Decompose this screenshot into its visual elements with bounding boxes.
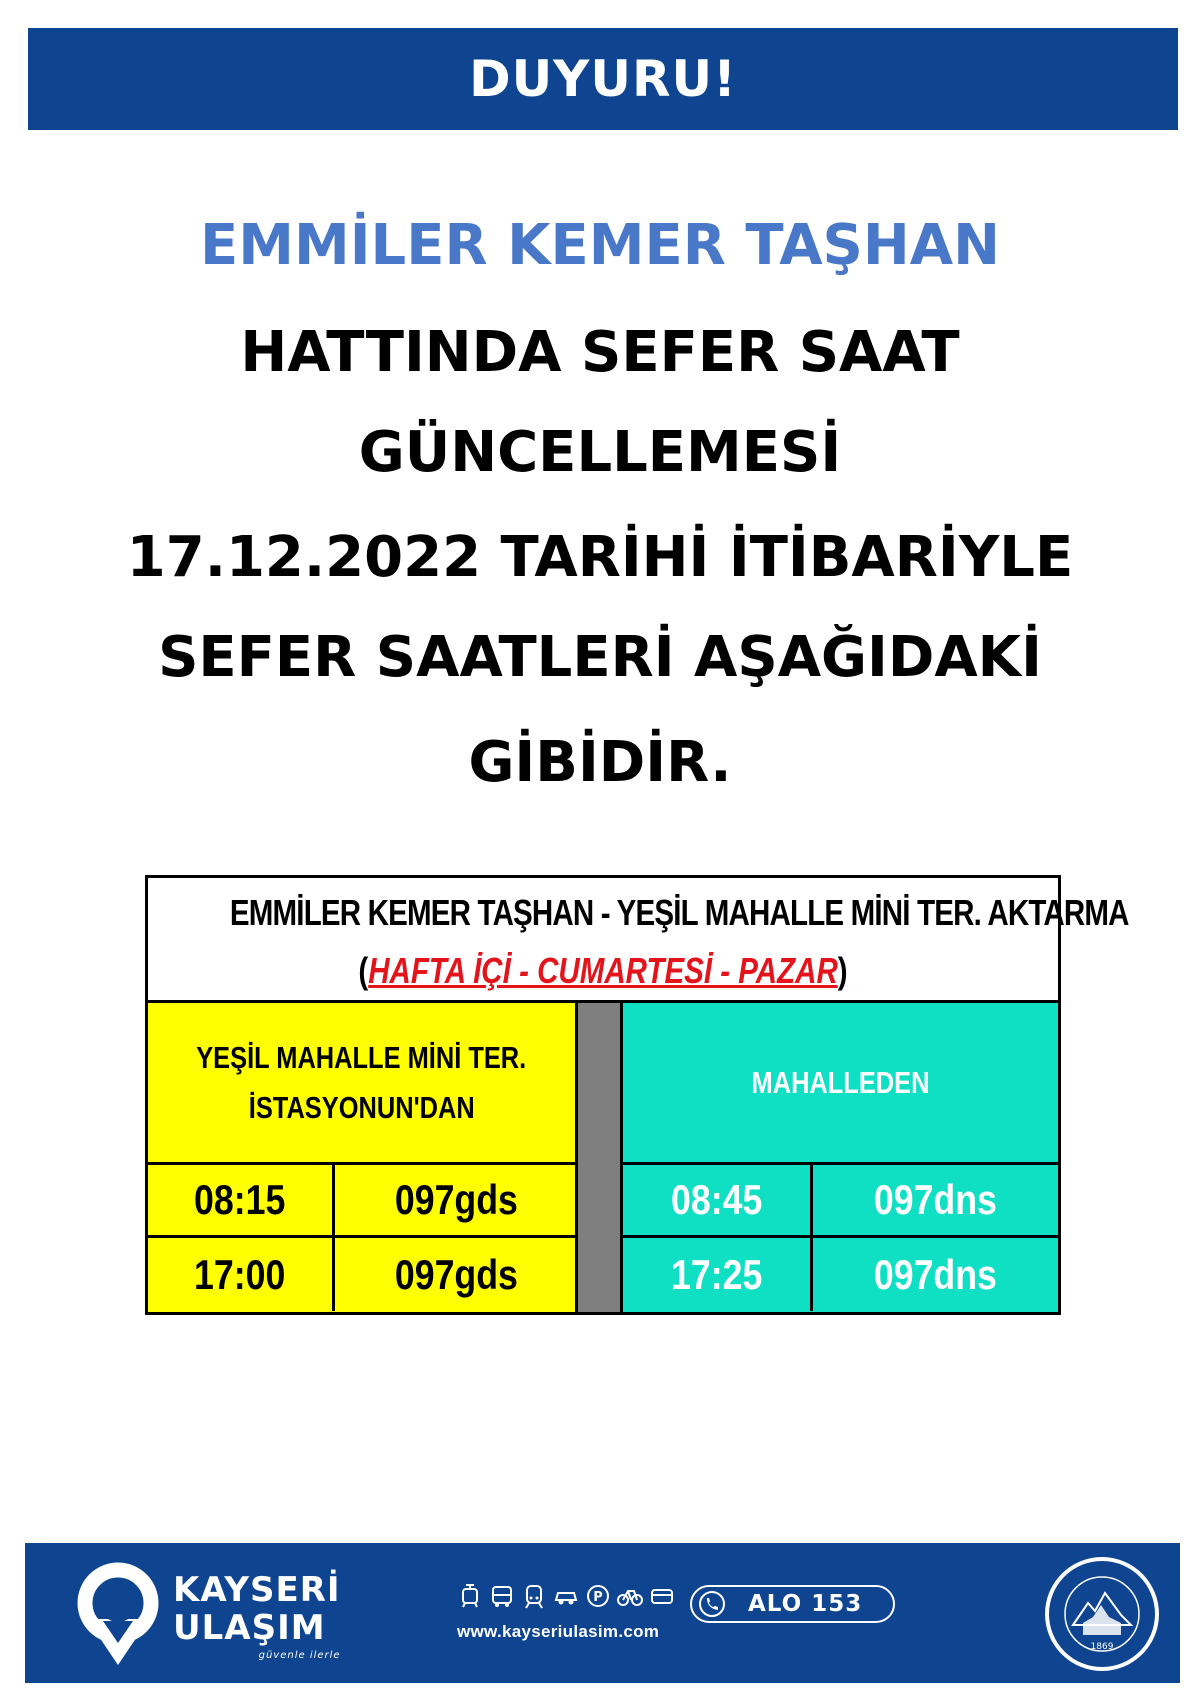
neighborhood-heading: MAHALLEDEN xyxy=(751,1064,930,1100)
headline-line-3: 17.12.2022 TARİHİ İTİBARİYLE xyxy=(126,525,1074,590)
footer-bar xyxy=(25,1543,1180,1683)
transport-icons xyxy=(457,1583,675,1609)
brand-line-1: KAYSERİ xyxy=(173,1570,341,1610)
schedule-table xyxy=(145,875,1129,1315)
departures-from-station-column xyxy=(148,1003,578,1312)
days-close-paren: ) xyxy=(837,950,848,991)
website-link[interactable]: www.kayseriulasim.com xyxy=(457,1622,660,1641)
headline-line-1: HATTINDA SEFER SAAT xyxy=(240,320,960,385)
trip-code: 097gds xyxy=(394,1176,519,1223)
announcement-banner xyxy=(28,28,1178,130)
bus-icon xyxy=(489,1583,515,1609)
headline-line-4: SEFER SAATLERİ AŞAĞIDAKİ xyxy=(158,625,1042,690)
hotline-number: ALO 153 xyxy=(748,1591,863,1617)
route-name: EMMİLER KEMER TAŞHAN xyxy=(200,213,1000,278)
table-row xyxy=(148,1238,575,1311)
train-icon xyxy=(521,1583,547,1609)
trip-code: 097dns xyxy=(873,1176,998,1223)
station-column-heading xyxy=(148,1003,575,1165)
brand-tagline: güvenle ilerle xyxy=(258,1650,341,1661)
departure-time: 08:15 xyxy=(148,1165,335,1235)
departures-from-neighborhood-column xyxy=(623,1003,1058,1312)
table-row xyxy=(148,1165,575,1238)
departure-time: 17:00 xyxy=(148,1238,335,1311)
schedule-title: EMMİLER KEMER TAŞHAN - YEŞİL MAHALLE MİNİ TER. AKTARMA xyxy=(229,892,1129,933)
location-pin-logo-icon xyxy=(73,1561,163,1671)
days-open-paren: ( xyxy=(358,950,369,991)
neighborhood-column-heading xyxy=(623,1003,1058,1165)
trip-code: 097gds xyxy=(394,1250,519,1298)
banner-title: DUYURU! xyxy=(469,50,737,108)
station-heading-line-2: İSTASYONUN'DAN xyxy=(248,1089,475,1125)
card-icon xyxy=(649,1583,675,1609)
municipality-seal-icon xyxy=(1043,1555,1161,1673)
phone-icon xyxy=(698,1590,726,1618)
station-heading-line-1: YEŞİL MAHALLE MİNİ TER. xyxy=(196,1039,527,1075)
trip-code: 097dns xyxy=(873,1250,998,1298)
column-divider xyxy=(578,1003,623,1312)
seal-year: 1869 xyxy=(1090,1642,1114,1652)
schedule-days xyxy=(230,950,976,992)
table-row xyxy=(623,1238,1058,1311)
svg-text:P: P xyxy=(593,1590,603,1605)
headline-line-5: GİBİDİR. xyxy=(468,730,732,795)
brand-line-2: ULAŞIM xyxy=(173,1608,326,1648)
schedule-days-text: HAFTA İÇİ - CUMARTESİ - PAZAR xyxy=(368,950,838,991)
departure-time: 08:45 xyxy=(623,1165,813,1235)
departure-time: 17:25 xyxy=(623,1238,813,1311)
schedule-header xyxy=(148,878,1129,1003)
headline-line-2: GÜNCELLEMESİ xyxy=(358,420,842,485)
bicycle-icon xyxy=(617,1583,643,1609)
table-row xyxy=(623,1165,1058,1238)
hotline-badge xyxy=(690,1585,895,1623)
parking-icon xyxy=(585,1583,611,1609)
car-icon xyxy=(553,1583,579,1609)
brand-logo-text xyxy=(173,1570,341,1661)
tram-icon xyxy=(457,1583,483,1609)
